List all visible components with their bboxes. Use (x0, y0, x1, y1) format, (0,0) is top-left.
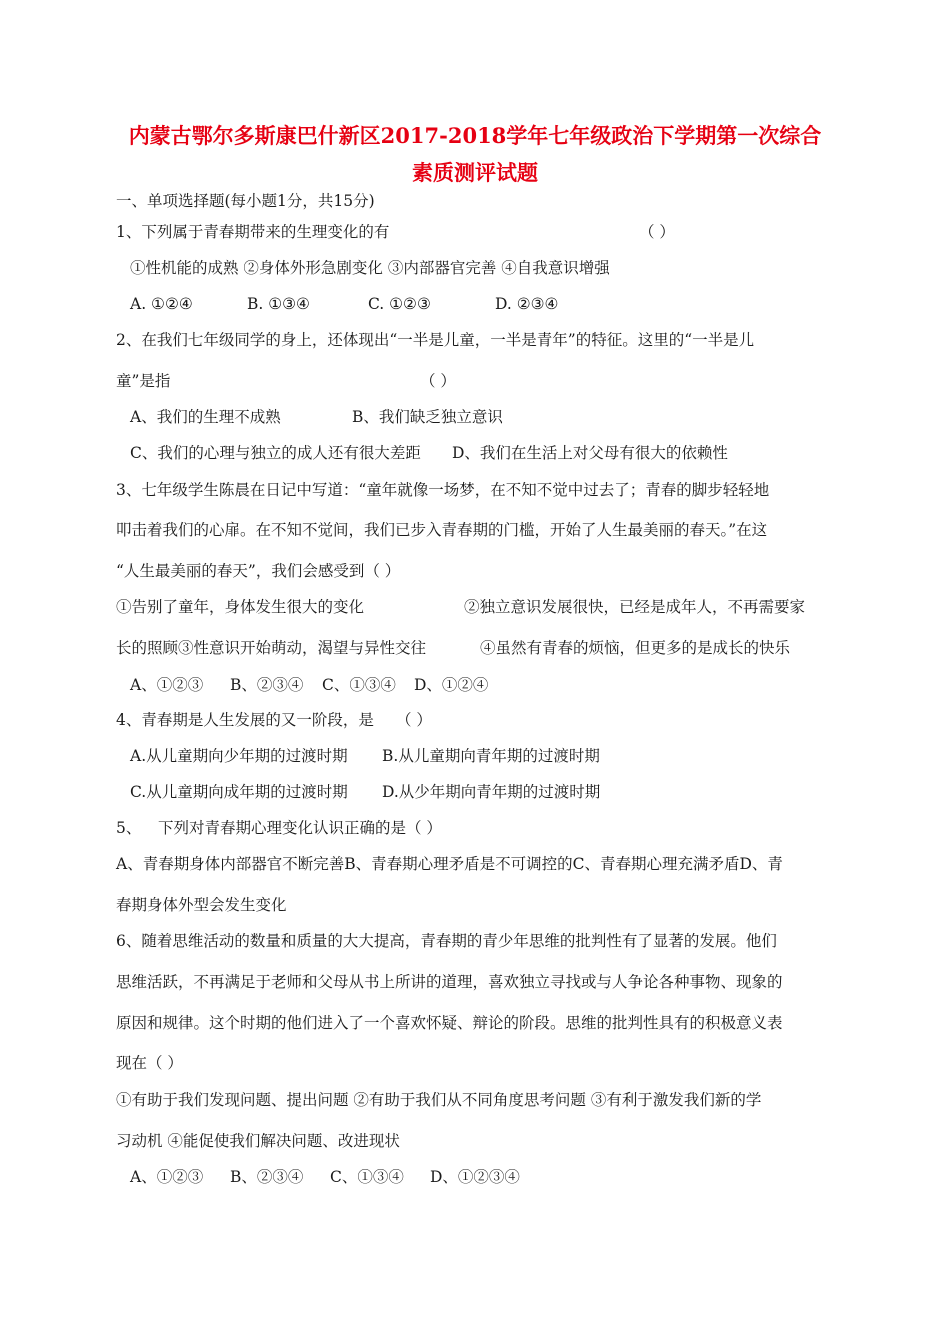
title-line-2: 素质测评试题 (412, 160, 538, 185)
q5-options-line-1: A、青春期身体内部器官不断完善B、青春期心理矛盾是不可调控的C、青春期心理充满矛盾D、青 (116, 855, 783, 873)
q6-options (130, 1167, 860, 1187)
q4-stem: 4、青春期是人生发展的又一阶段，是 （ ） (116, 711, 432, 729)
q6-option-b: B、②③④ (230, 1168, 304, 1186)
q4-answer-bracket: （ ） (396, 711, 432, 729)
q6-option-d: D、①②③④ (430, 1168, 520, 1186)
q3-stem-line-2: 叩击着我们的心扉。在不知不觉间，我们已步入青春期的门槛，开始了人生最美丽的春天。”在这 (116, 521, 768, 539)
q4-option-d: D.从少年期向青年期的过渡时期 (382, 783, 601, 801)
q2-option-d: D、我们在生活上对父母有很大的依赖性 (452, 444, 728, 462)
q2-option-b: B、我们缺乏独立意识 (352, 408, 503, 426)
q6-option-c: C、①③④ (330, 1168, 404, 1186)
q3-option-d: D、①②④ (414, 676, 489, 694)
q4-option-b: B.从儿童期向青年期的过渡时期 (382, 747, 600, 765)
q3-option-c: C、①③④ (322, 676, 396, 694)
q1-option-d: D. ②③④ (495, 295, 559, 313)
q6-option-a: A、①②③ (130, 1168, 204, 1186)
q3-items-line-1: ①告别了童年，身体发生很大的变化 ②独立意识发展很快，已经是成年人，不再需要家 (116, 598, 806, 616)
section-heading: 一、单项选择题(每小题1分，共15分) (116, 192, 375, 210)
q2-stem-line-1: 2、在我们七年级同学的身上，还体现出“一半是儿童，一半是青年”的特征。这里的“一半是儿 (116, 331, 755, 349)
q3-stem-line-3: “人生最美丽的春天”，我们会感受到（ ） (116, 562, 401, 580)
q6-items-line-2: 习动机 ④能促使我们解决问题、改进现状 (116, 1132, 400, 1150)
q5-options-line-2: 春期身体外型会发生变化 (116, 896, 287, 914)
q1-option-b: B. ①③④ (247, 295, 310, 313)
q2-options-row-1 (130, 407, 860, 427)
q6-stem-line-2: 思维活跃，不再满足于老师和父母从书上所讲的道理，喜欢独立寻找或与人争论各种事物、现象的 (116, 973, 783, 991)
q5-stem: 5、 下列对青春期心理变化认识正确的是（ ） (116, 819, 442, 837)
q1-items: ①性机能的成熟 ②身体外形急剧变化 ③内部器官完善 ④自我意识增强 (130, 259, 610, 277)
q1-options (130, 294, 860, 314)
q3-stem-line-1: 3、七年级学生陈晨在日记中写道：“童年就像一场梦，在不知不觉中过去了；青春的脚步轻轻地 (116, 481, 770, 499)
q3-option-b: B、②③④ (230, 676, 304, 694)
q6-stem-line-4: 现在（ ） (116, 1054, 183, 1072)
q1-stem: 1、下列属于青春期带来的生理变化的有 （ ） (116, 223, 675, 241)
q6-stem-line-3: 原因和规律。这个时期的他们进入了一个喜欢怀疑、辩论的阶段。思维的批判性具有的积极意义表 (116, 1014, 783, 1032)
q1-answer-bracket: （ ） (639, 223, 675, 241)
q6-items-line-1: ①有助于我们发现问题、提出问题 ②有助于我们从不同角度思考问题 ③有利于激发我们新的学 (116, 1091, 762, 1109)
q4-options-row-1 (130, 746, 860, 766)
q4-option-c: C.从儿童期向成年期的过渡时期 (130, 783, 348, 801)
title-line-1: 内蒙古鄂尔多斯康巴什新区2017-2018学年七年级政治下学期第一次综合 (128, 123, 822, 148)
q1-option-c: C. ①②③ (368, 295, 431, 313)
q6-stem-line-1: 6、随着思维活动的数量和质量的大大提高，青春期的青少年思维的批判性有了显著的发展。他们 (116, 932, 777, 950)
q2-option-c: C、我们的心理与独立的成人还有很大差距 (130, 444, 421, 462)
q1-option-a: A. ①②④ (130, 295, 193, 313)
q2-option-a: A、我们的生理不成熟 (130, 408, 281, 426)
q4-options-row-2 (130, 782, 860, 802)
exam-title (100, 117, 850, 191)
q2-options-row-2 (130, 443, 860, 463)
q4-option-a: A.从儿童期向少年期的过渡时期 (130, 747, 348, 765)
q3-items-line-2: 长的照顾③性意识开始萌动，渴望与异性交往 ④虽然有青春的烦恼，但更多的是成长的快乐 (116, 639, 791, 657)
q2-answer-bracket: （ ） (420, 372, 456, 390)
q2-stem-line-2: 童”是指 （ ） (116, 372, 456, 390)
q3-option-a: A、①②③ (130, 676, 204, 694)
q3-options (130, 675, 860, 695)
